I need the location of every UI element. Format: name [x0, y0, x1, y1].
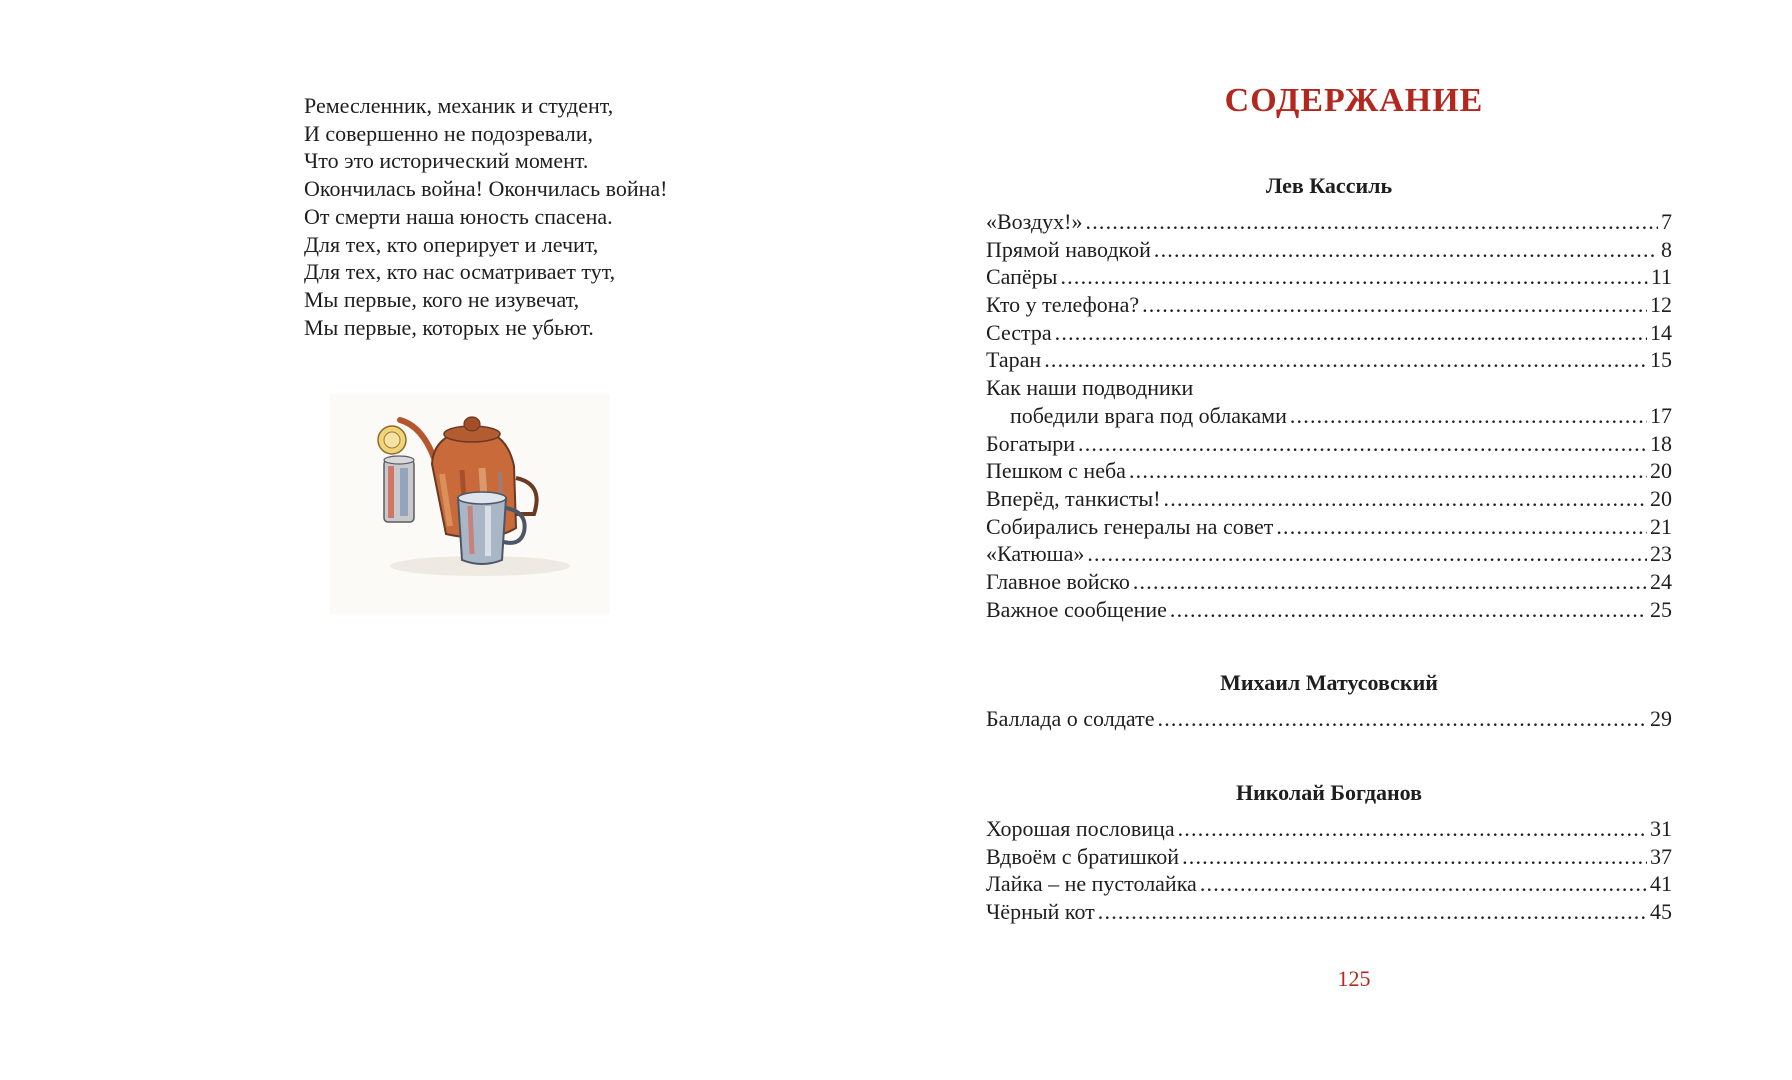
- poem-line: От смерти наша юность спасена.: [304, 203, 613, 229]
- page-number: 125: [1337, 966, 1371, 991]
- poem-line: Ремесленник, механик и студент,: [304, 93, 614, 118]
- toc-leader-dots: [1154, 236, 1658, 264]
- toc-entry[interactable]: [986, 705, 1672, 733]
- toc-leader-dots: [1086, 208, 1659, 236]
- toc-entry-title: Сапёры: [986, 264, 1058, 290]
- toc-entry-page: 17: [1650, 402, 1672, 428]
- toc-entry-page: 41: [1650, 871, 1672, 897]
- toc-leader-dots: [1129, 457, 1647, 485]
- toc-entry[interactable]: [986, 843, 1672, 871]
- toc-entry[interactable]: [986, 898, 1672, 926]
- toc-entry-title: Вперёд, танкисты!: [986, 485, 1161, 511]
- toc-leader-dots: [1098, 898, 1647, 926]
- toc-leader-dots: [1182, 843, 1647, 871]
- toc-entry-title: Кто у телефона?: [986, 292, 1140, 318]
- poem-line: Что это исторический момент.: [304, 148, 589, 174]
- toc-leader-dots: [1087, 540, 1647, 568]
- toc-leader-dots: [1133, 568, 1647, 596]
- poem-line: Для тех, кто нас осматривает тут,: [304, 259, 616, 285]
- toc-entry-page: 23: [1650, 541, 1672, 567]
- toc-entry-page: 15: [1650, 347, 1672, 373]
- toc-entry[interactable]: [986, 513, 1672, 541]
- toc-entry-title: Собирались генералы на совет: [986, 513, 1274, 539]
- toc-entry-page: 21: [1650, 513, 1672, 539]
- toc-entry-title: Баллада о солдате: [986, 706, 1155, 732]
- toc-entry[interactable]: [986, 208, 1672, 236]
- toc-entry-title: Лайка – не пустолайка: [986, 871, 1197, 897]
- toc-entry[interactable]: [986, 596, 1672, 624]
- toc-entry-title: Таран: [986, 347, 1042, 373]
- poem-stanza: [304, 92, 667, 341]
- toc-leader-dots: [1055, 319, 1647, 347]
- toc-entry[interactable]: [986, 346, 1672, 374]
- toc-entry-page: 14: [1650, 319, 1672, 345]
- toc-entry[interactable]: [986, 540, 1672, 568]
- poem-line: И совершенно не подозревали,: [304, 120, 594, 146]
- toc-entry-title-first-line[interactable]: Как наши подводники: [986, 375, 1194, 401]
- toc-entry-page: 24: [1650, 568, 1672, 594]
- poem-line: Мы первые, кого не изувечат,: [304, 286, 580, 312]
- toc-entry-page: 29: [1650, 706, 1672, 732]
- toc-entry-page: 18: [1650, 430, 1672, 456]
- toc-leader-dots: [1078, 430, 1647, 458]
- toc-entry[interactable]: [986, 870, 1672, 898]
- toc-leader-dots: [1178, 815, 1647, 843]
- toc-entry[interactable]: [986, 402, 1672, 430]
- toc-entry-title: Вдвоём с братишкой: [986, 843, 1180, 869]
- toc-entry[interactable]: [986, 236, 1672, 264]
- section-spacer: [986, 733, 1672, 779]
- toc-leader-dots: [1170, 596, 1647, 624]
- toc-entry-page: 45: [1650, 899, 1672, 925]
- toc-entry[interactable]: [986, 568, 1672, 596]
- toc-entry-page: 37: [1650, 843, 1672, 869]
- toc-entry-page: 20: [1650, 485, 1672, 511]
- author-heading: Михаил Матусовский: [1220, 670, 1438, 696]
- toc-entry-page: 11: [1650, 264, 1672, 290]
- toc-entry[interactable]: [986, 457, 1672, 485]
- toc-leader-dots: [1200, 870, 1647, 898]
- toc-entry-page: 7: [1661, 209, 1672, 234]
- toc-entry-page: 20: [1650, 458, 1672, 484]
- toc-entry-page: 25: [1650, 596, 1672, 622]
- toc-entry-title: Пешком с неба: [986, 458, 1126, 484]
- poem-line: Окончилась война! Окончилась война!: [304, 176, 668, 202]
- teapot-and-cups-illustration: [330, 394, 610, 614]
- toc-entry-page: 8: [1661, 236, 1672, 262]
- toc-entry[interactable]: [986, 263, 1672, 291]
- toc-entry-title-continuation: победили врага под облаками: [1010, 402, 1287, 428]
- toc-title: СОДЕРЖАНИЕ: [1224, 82, 1484, 119]
- toc-entry-title: Хорошая пословица: [986, 816, 1175, 841]
- toc-leader-dots: [1276, 513, 1647, 541]
- poem-line: Мы первые, которых не убьют.: [304, 314, 594, 340]
- author-heading: Лев Кассиль: [1265, 173, 1393, 198]
- toc-entry-title: Главное войско: [986, 568, 1130, 594]
- toc-entry-page: 12: [1650, 292, 1672, 318]
- toc-leader-dots: [1044, 346, 1647, 374]
- section-spacer: [986, 623, 1672, 669]
- toc-entry[interactable]: [986, 430, 1672, 458]
- toc-entry[interactable]: [986, 291, 1672, 319]
- toc-leader-dots: [1290, 402, 1647, 430]
- author-heading: Николай Богданов: [1236, 780, 1422, 805]
- toc-leader-dots: [1164, 485, 1647, 513]
- toc-leader-dots: [1158, 705, 1648, 733]
- toc-entry-title: Сестра: [986, 319, 1052, 345]
- teapot-and-cups-icon: [330, 394, 610, 614]
- toc-entry[interactable]: [986, 815, 1672, 843]
- toc-entry-title: «Воздух!»: [986, 209, 1083, 234]
- toc-entry-title: Важное сообщение: [986, 596, 1167, 622]
- toc-entry[interactable]: [986, 485, 1672, 513]
- table-of-contents: [986, 172, 1672, 926]
- toc-entry-title: Богатыри: [986, 430, 1076, 456]
- toc-entry[interactable]: [986, 319, 1672, 347]
- toc-leader-dots: [1142, 291, 1647, 319]
- toc-leader-dots: [1060, 263, 1647, 291]
- toc-entry-page: 31: [1650, 816, 1672, 841]
- toc-entry-title: Чёрный кот: [986, 899, 1095, 925]
- toc-entry-title: «Катюша»: [986, 541, 1085, 567]
- toc-entry-title: Прямой наводкой: [986, 236, 1151, 262]
- poem-line: Для тех, кто оперирует и лечит,: [304, 231, 599, 257]
- right-page: [896, 0, 1792, 1080]
